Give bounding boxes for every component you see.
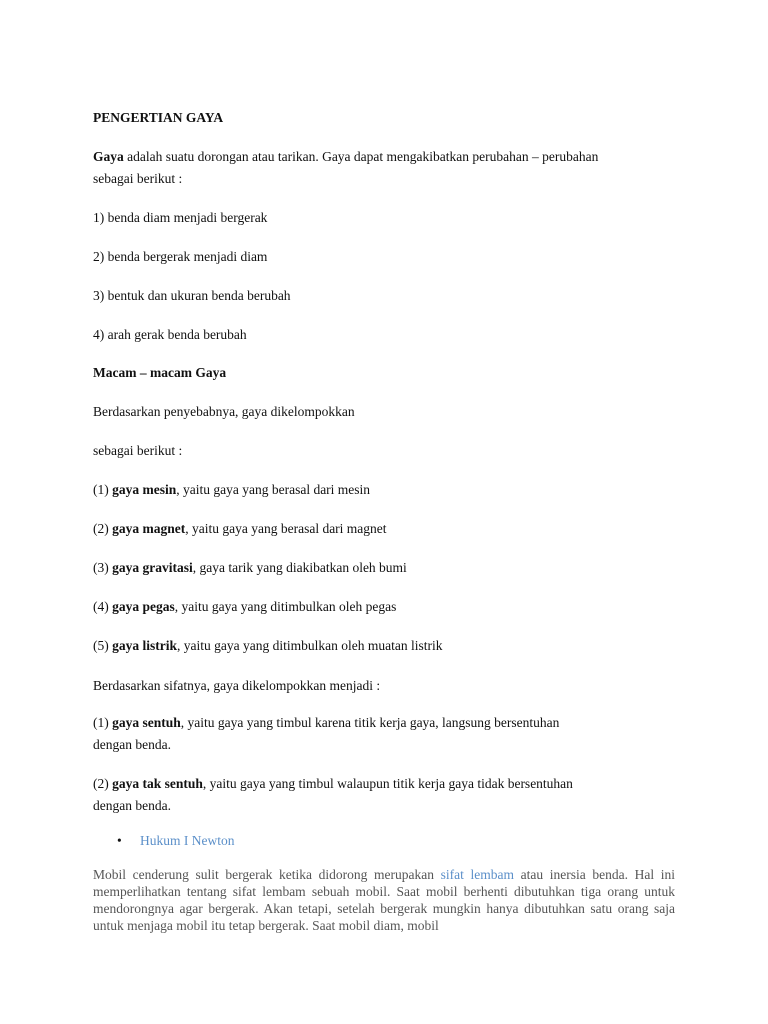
item-desc: , yaitu gaya yang ditimbulkan oleh pegas	[174, 599, 397, 614]
newton-paragraph	[93, 866, 675, 934]
item-desc-line2: dengan benda.	[93, 737, 171, 752]
intro-text: adalah suatu dorongan atau tarikan. Gaya dapat mengakibatkan perubahan – perubahan	[123, 149, 599, 164]
item-desc-line2: dengan benda.	[93, 798, 171, 813]
item-desc: , gaya tarik yang diakibatkan oleh bumi	[192, 560, 407, 575]
item-desc: , yaitu gaya yang berasal dari magnet	[185, 521, 387, 536]
item-number: (2)	[93, 521, 113, 536]
by-cause-intro: Berdasarkan penyebabnya, gaya dikelompokkan	[93, 404, 355, 419]
item-term: gaya tak sentuh	[112, 776, 203, 791]
item-desc: , yaitu gaya yang berasal dari mesin	[176, 482, 371, 497]
item-number: (4)	[93, 599, 113, 614]
by-cause-item	[93, 557, 683, 579]
item-term: gaya pegas	[112, 599, 175, 614]
effect-item: 4) arah gerak benda berubah	[93, 327, 247, 342]
effect-item: 2) benda bergerak menjadi diam	[93, 249, 268, 264]
by-nature-intro: Berdasarkan sifatnya, gaya dikelompokkan menjadi :	[93, 678, 381, 693]
intro-term: Gaya	[93, 149, 124, 164]
bullet-icon: •	[117, 833, 122, 848]
by-cause-item	[93, 596, 683, 618]
hukum-newton-link[interactable]: Hukum I Newton	[140, 833, 235, 848]
item-term: gaya listrik	[112, 638, 178, 653]
by-nature-item	[93, 773, 683, 817]
item-term: gaya mesin	[112, 482, 177, 497]
by-cause-item	[93, 635, 683, 657]
effect-item: 1) benda diam menjadi bergerak	[93, 210, 268, 225]
by-nature-item	[93, 712, 683, 756]
by-cause-item	[93, 479, 683, 501]
paragraph-text: Mobil cenderung sulit bergerak ketika didorong merupakan	[93, 867, 441, 882]
effect-item: 3) bentuk dan ukuran benda berubah	[93, 288, 291, 303]
item-term: gaya gravitasi	[112, 560, 193, 575]
item-number: (1)	[93, 715, 113, 730]
section-heading: Macam – macam Gaya	[93, 365, 227, 380]
item-term: gaya magnet	[112, 521, 186, 536]
by-cause-intro-2: sebagai berikut :	[93, 443, 183, 458]
item-desc: , yaitu gaya yang ditimbulkan oleh muatan listrik	[177, 638, 443, 653]
item-number: (2)	[93, 776, 113, 791]
sifat-lembam-link[interactable]: sifat lembam	[440, 867, 514, 882]
item-number: (1)	[93, 482, 113, 497]
item-number: (5)	[93, 638, 113, 653]
item-term: gaya sentuh	[112, 715, 181, 730]
intro-paragraph	[93, 146, 683, 190]
item-desc: , yaitu gaya yang timbul karena titik kerja gaya, langsung bersentuhan	[180, 715, 560, 730]
page-title: PENGERTIAN GAYA	[93, 110, 224, 125]
intro-text-line2: sebagai berikut :	[93, 171, 183, 186]
paragraph-text-rest: atau inersia benda. Hal ini memperlihatkan tentang sifat lembam sebuah mobil. Saat mobil berhenti dibutuhkan tiga orang untuk mendorongnya agar bergerak. Akan tetapi, setelah bergerak mungkin hanya dibutuhkan satu orang saja untuk menjaga mobil itu tetap bergerak. Saat mobil diam, mobil	[93, 867, 676, 933]
by-cause-item	[93, 518, 683, 540]
item-number: (3)	[93, 560, 113, 575]
item-desc: , yaitu gaya yang timbul walaupun titik kerja gaya tidak bersentuhan	[202, 776, 573, 791]
